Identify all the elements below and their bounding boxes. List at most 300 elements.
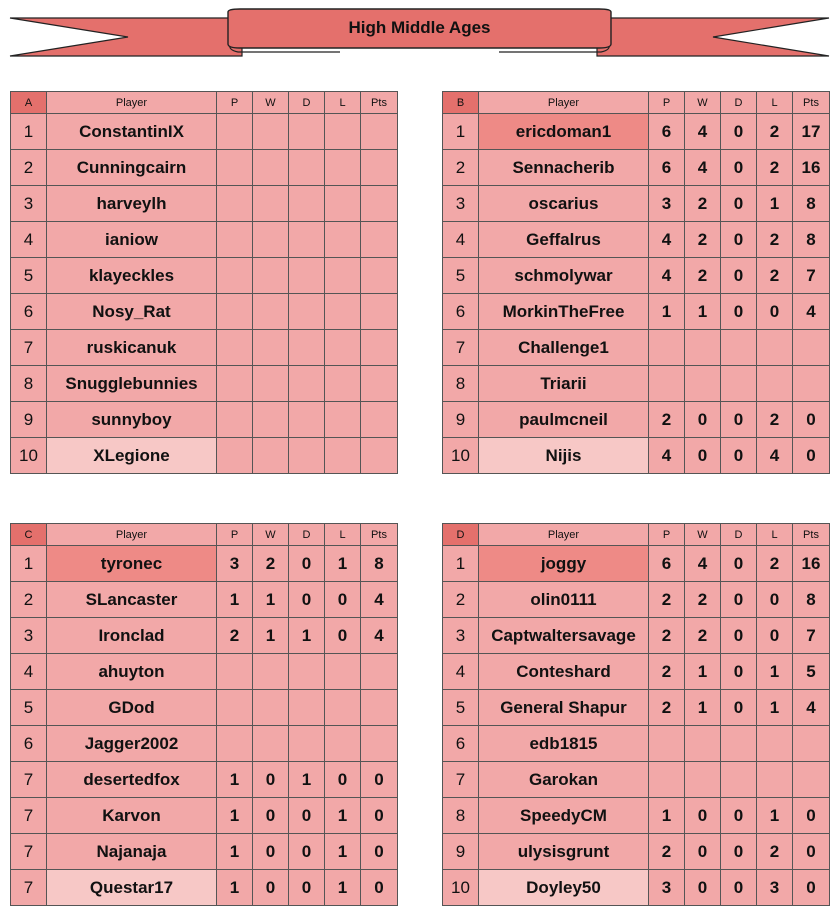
stat-cell-w: 4: [685, 114, 721, 150]
table-row: [443, 222, 830, 258]
page-title: High Middle Ages: [348, 18, 491, 37]
column-header-l: L: [757, 92, 793, 114]
stat-cell-d: 0: [721, 582, 757, 618]
stat-cell-w: 2: [685, 186, 721, 222]
stat-cell-d: 0: [721, 294, 757, 330]
stat-cell-pts: [793, 366, 830, 402]
stat-cell-w: [253, 186, 289, 222]
stat-cell-l: 1: [757, 690, 793, 726]
stat-cell-w: 4: [685, 150, 721, 186]
rank-cell: 1: [11, 546, 47, 582]
player-name-cell: Karvon: [47, 798, 217, 834]
stat-cell-d: 0: [721, 834, 757, 870]
stat-cell-l: [325, 690, 361, 726]
stat-cell-p: 4: [649, 258, 685, 294]
stat-cell-pts: 8: [793, 186, 830, 222]
player-name-cell: Geffalrus: [479, 222, 649, 258]
stat-cell-p: 2: [649, 834, 685, 870]
stat-cell-p: [649, 330, 685, 366]
stat-cell-p: 3: [217, 546, 253, 582]
stat-cell-w: 1: [685, 690, 721, 726]
rank-cell: 10: [443, 870, 479, 906]
stat-cell-pts: 4: [793, 294, 830, 330]
player-name-cell: klayeckles: [47, 258, 217, 294]
table-row: [11, 582, 398, 618]
stat-cell-l: [757, 366, 793, 402]
stat-cell-d: 0: [721, 654, 757, 690]
table-row: [11, 438, 398, 474]
rank-cell: 1: [443, 546, 479, 582]
player-name-cell: ConstantinIX: [47, 114, 217, 150]
rank-cell: 9: [11, 402, 47, 438]
stat-cell-l: [325, 330, 361, 366]
player-name-cell: ahuyton: [47, 654, 217, 690]
stat-cell-p: 2: [649, 618, 685, 654]
column-header-l: L: [325, 524, 361, 546]
stat-cell-w: [253, 258, 289, 294]
rank-cell: 9: [443, 834, 479, 870]
stat-cell-w: [253, 438, 289, 474]
stat-cell-l: 2: [757, 114, 793, 150]
rank-cell: 1: [443, 114, 479, 150]
stat-cell-pts: 8: [361, 546, 398, 582]
stat-cell-d: 0: [721, 258, 757, 294]
stat-cell-p: 1: [217, 834, 253, 870]
rank-cell: 3: [443, 186, 479, 222]
stat-cell-w: [253, 330, 289, 366]
stat-cell-d: [289, 222, 325, 258]
stat-cell-w: 1: [253, 618, 289, 654]
table-row: [11, 114, 398, 150]
column-header-d: D: [721, 524, 757, 546]
table-row: [443, 726, 830, 762]
rank-cell: 7: [11, 834, 47, 870]
stat-cell-p: [649, 726, 685, 762]
player-name-cell: Challenge1: [479, 330, 649, 366]
stat-cell-l: 0: [325, 762, 361, 798]
column-header-pts: Pts: [793, 524, 830, 546]
stat-cell-pts: 0: [793, 402, 830, 438]
group-label: A: [11, 92, 47, 114]
rank-cell: 4: [11, 222, 47, 258]
stat-cell-p: 4: [649, 222, 685, 258]
player-name-cell: Snugglebunnies: [47, 366, 217, 402]
column-header-p: P: [649, 92, 685, 114]
player-name-cell: Captwaltersavage: [479, 618, 649, 654]
stat-cell-p: 1: [649, 798, 685, 834]
stat-cell-p: [217, 438, 253, 474]
stat-cell-pts: [361, 330, 398, 366]
rank-cell: 4: [11, 654, 47, 690]
stat-cell-d: 0: [289, 834, 325, 870]
column-header-pts: Pts: [793, 92, 830, 114]
stat-cell-d: [289, 186, 325, 222]
stat-cell-p: 2: [649, 582, 685, 618]
header-row: [11, 92, 398, 114]
stat-cell-l: 2: [757, 834, 793, 870]
player-name-cell: Sennacherib: [479, 150, 649, 186]
rank-cell: 5: [443, 690, 479, 726]
column-header-w: W: [685, 524, 721, 546]
player-name-cell: olin0111: [479, 582, 649, 618]
stat-cell-p: 1: [649, 294, 685, 330]
table-row: [11, 870, 398, 906]
player-name-cell: Jagger2002: [47, 726, 217, 762]
stat-cell-pts: [793, 726, 830, 762]
rank-cell: 2: [11, 150, 47, 186]
stat-cell-pts: 16: [793, 150, 830, 186]
table-row: [11, 762, 398, 798]
stat-cell-w: 2: [253, 546, 289, 582]
stat-cell-p: 6: [649, 150, 685, 186]
stat-cell-l: [757, 762, 793, 798]
rank-cell: 5: [443, 258, 479, 294]
stat-cell-w: 0: [253, 798, 289, 834]
stat-cell-l: 2: [757, 258, 793, 294]
stat-cell-l: [757, 726, 793, 762]
group-label: D: [443, 524, 479, 546]
stat-cell-d: [289, 654, 325, 690]
stat-cell-p: [217, 726, 253, 762]
table-row: [443, 798, 830, 834]
stat-cell-pts: [361, 366, 398, 402]
stat-cell-p: [217, 294, 253, 330]
rank-cell: 7: [11, 798, 47, 834]
stat-cell-w: 2: [685, 258, 721, 294]
group-table-c: [10, 523, 398, 906]
rank-cell: 8: [11, 366, 47, 402]
stat-cell-d: 0: [289, 798, 325, 834]
table-row: [11, 222, 398, 258]
column-header-l: L: [325, 92, 361, 114]
rank-cell: 7: [11, 762, 47, 798]
stat-cell-pts: [361, 690, 398, 726]
player-name-cell: schmolywar: [479, 258, 649, 294]
player-name-cell: Triarii: [479, 366, 649, 402]
stat-cell-d: [289, 726, 325, 762]
table-row: [11, 690, 398, 726]
stat-cell-pts: 0: [793, 870, 830, 906]
player-name-cell: Doyley50: [479, 870, 649, 906]
stat-cell-d: [289, 690, 325, 726]
stat-cell-l: 1: [757, 654, 793, 690]
rank-cell: 2: [443, 150, 479, 186]
stat-cell-w: 0: [685, 402, 721, 438]
player-name-cell: ulysisgrunt: [479, 834, 649, 870]
stat-cell-w: 1: [685, 654, 721, 690]
rank-cell: 8: [443, 366, 479, 402]
rank-cell: 6: [11, 726, 47, 762]
rank-cell: 1: [11, 114, 47, 150]
stat-cell-pts: 0: [793, 438, 830, 474]
stat-cell-l: 0: [757, 618, 793, 654]
stat-cell-w: [253, 294, 289, 330]
table-row: [443, 654, 830, 690]
stat-cell-pts: 16: [793, 546, 830, 582]
stat-cell-d: 0: [721, 546, 757, 582]
stat-cell-l: [325, 654, 361, 690]
stat-cell-l: [325, 294, 361, 330]
rank-cell: 7: [11, 870, 47, 906]
stat-cell-pts: 0: [793, 798, 830, 834]
column-header-player: Player: [479, 92, 649, 114]
stat-cell-d: [289, 114, 325, 150]
stat-cell-pts: 0: [361, 798, 398, 834]
table-row: [443, 366, 830, 402]
stat-cell-w: 2: [685, 582, 721, 618]
table-row: [11, 366, 398, 402]
stat-cell-p: 3: [649, 870, 685, 906]
player-name-cell: ruskicanuk: [47, 330, 217, 366]
stat-cell-p: 1: [217, 798, 253, 834]
rank-cell: 6: [443, 726, 479, 762]
stat-cell-w: [685, 330, 721, 366]
table-row: [11, 618, 398, 654]
rank-cell: 2: [443, 582, 479, 618]
stat-cell-d: 1: [289, 618, 325, 654]
player-name-cell: General Shapur: [479, 690, 649, 726]
table-row: [443, 438, 830, 474]
stat-cell-l: [757, 330, 793, 366]
stat-cell-p: 6: [649, 546, 685, 582]
stat-cell-pts: 4: [361, 618, 398, 654]
stat-cell-pts: [361, 654, 398, 690]
header-row: [443, 524, 830, 546]
stat-cell-pts: 8: [793, 222, 830, 258]
title-banner: [0, 0, 839, 62]
stat-cell-d: [289, 366, 325, 402]
player-name-cell: Nosy_Rat: [47, 294, 217, 330]
column-header-w: W: [253, 92, 289, 114]
table-row: [443, 294, 830, 330]
player-name-cell: ianiow: [47, 222, 217, 258]
player-name-cell: desertedfox: [47, 762, 217, 798]
stat-cell-w: 1: [253, 582, 289, 618]
stat-cell-w: 0: [685, 870, 721, 906]
stat-cell-p: 2: [649, 690, 685, 726]
column-header-w: W: [685, 92, 721, 114]
stat-cell-d: 0: [289, 870, 325, 906]
column-header-d: D: [721, 92, 757, 114]
stat-cell-w: 0: [685, 834, 721, 870]
stat-cell-l: 1: [757, 186, 793, 222]
player-name-cell: Garokan: [479, 762, 649, 798]
stat-cell-pts: 0: [361, 762, 398, 798]
rank-cell: 9: [443, 402, 479, 438]
table-row: [443, 114, 830, 150]
table-row: [11, 402, 398, 438]
stat-cell-pts: 0: [793, 834, 830, 870]
group-table-b: [442, 91, 830, 474]
stat-cell-w: 4: [685, 546, 721, 582]
stat-cell-l: 1: [325, 834, 361, 870]
player-name-cell: Nijis: [479, 438, 649, 474]
rank-cell: 6: [11, 294, 47, 330]
stat-cell-pts: [361, 402, 398, 438]
stat-cell-d: 0: [721, 798, 757, 834]
stat-cell-d: [289, 438, 325, 474]
stat-cell-d: 0: [721, 690, 757, 726]
stat-cell-pts: 4: [793, 690, 830, 726]
table-row: [443, 762, 830, 798]
stat-cell-p: [217, 654, 253, 690]
stat-cell-p: [217, 330, 253, 366]
stat-cell-p: [217, 186, 253, 222]
column-header-p: P: [649, 524, 685, 546]
stat-cell-d: [289, 330, 325, 366]
stat-cell-l: 2: [757, 222, 793, 258]
header-row: [11, 524, 398, 546]
stat-cell-d: [289, 294, 325, 330]
stat-cell-w: 2: [685, 222, 721, 258]
stat-cell-w: 0: [685, 798, 721, 834]
rank-cell: 10: [443, 438, 479, 474]
stat-cell-l: 1: [325, 870, 361, 906]
table-row: [11, 258, 398, 294]
stat-cell-p: 1: [217, 870, 253, 906]
stat-cell-p: [217, 366, 253, 402]
group-table-d: [442, 523, 830, 906]
stat-cell-p: [217, 222, 253, 258]
rank-cell: 8: [443, 798, 479, 834]
table-row: [11, 330, 398, 366]
stat-cell-w: [685, 762, 721, 798]
stat-cell-w: 2: [685, 618, 721, 654]
rank-cell: 3: [443, 618, 479, 654]
stat-cell-pts: [793, 330, 830, 366]
table-row: [11, 546, 398, 582]
stat-cell-w: 1: [685, 294, 721, 330]
stat-cell-l: 0: [757, 294, 793, 330]
player-name-cell: joggy: [479, 546, 649, 582]
player-name-cell: tyronec: [47, 546, 217, 582]
player-name-cell: GDod: [47, 690, 217, 726]
stat-cell-w: 0: [685, 438, 721, 474]
stat-cell-pts: [361, 114, 398, 150]
stat-cell-w: 0: [253, 762, 289, 798]
stat-cell-l: [325, 402, 361, 438]
player-name-cell: paulmcneil: [479, 402, 649, 438]
stat-cell-d: [721, 762, 757, 798]
table-row: [443, 150, 830, 186]
table-row: [443, 258, 830, 294]
stat-cell-l: 3: [757, 870, 793, 906]
rank-cell: 2: [11, 582, 47, 618]
stat-cell-l: [325, 222, 361, 258]
player-name-cell: Cunningcairn: [47, 150, 217, 186]
stat-cell-d: 0: [721, 870, 757, 906]
column-header-player: Player: [47, 92, 217, 114]
stat-cell-p: 3: [649, 186, 685, 222]
table-row: [11, 654, 398, 690]
stat-cell-w: [685, 726, 721, 762]
table-row: [443, 186, 830, 222]
stat-cell-l: 2: [757, 402, 793, 438]
stat-cell-l: [325, 114, 361, 150]
stat-cell-pts: 4: [361, 582, 398, 618]
player-name-cell: Questar17: [47, 870, 217, 906]
stat-cell-d: 1: [289, 762, 325, 798]
rank-cell: 7: [11, 330, 47, 366]
stat-cell-d: 0: [721, 402, 757, 438]
stat-cell-d: [721, 726, 757, 762]
column-header-player: Player: [479, 524, 649, 546]
stat-cell-w: [253, 726, 289, 762]
group-label: C: [11, 524, 47, 546]
stat-cell-pts: [793, 762, 830, 798]
table-row: [443, 870, 830, 906]
stat-cell-l: 1: [757, 798, 793, 834]
column-header-w: W: [253, 524, 289, 546]
stat-cell-d: [289, 258, 325, 294]
stat-cell-d: 0: [721, 114, 757, 150]
stat-cell-d: [721, 330, 757, 366]
stat-cell-p: [217, 402, 253, 438]
table-row: [443, 582, 830, 618]
player-name-cell: Najanaja: [47, 834, 217, 870]
table-row: [11, 186, 398, 222]
stat-cell-pts: [361, 222, 398, 258]
header-row: [443, 92, 830, 114]
stat-cell-d: [289, 402, 325, 438]
rank-cell: 5: [11, 690, 47, 726]
rank-cell: 4: [443, 654, 479, 690]
rank-cell: 5: [11, 258, 47, 294]
banner-left-tail: [10, 18, 242, 56]
table-row: [443, 618, 830, 654]
player-name-cell: SLancaster: [47, 582, 217, 618]
stat-cell-l: [325, 258, 361, 294]
player-name-cell: Ironclad: [47, 618, 217, 654]
stat-cell-w: [253, 222, 289, 258]
stat-cell-l: [325, 366, 361, 402]
stat-cell-d: [721, 366, 757, 402]
stat-cell-d: 0: [289, 582, 325, 618]
table-row: [11, 294, 398, 330]
column-header-pts: Pts: [361, 524, 398, 546]
stat-cell-l: 2: [757, 150, 793, 186]
stat-cell-p: 6: [649, 114, 685, 150]
stat-cell-w: [253, 114, 289, 150]
table-row: [443, 834, 830, 870]
stat-cell-d: 0: [721, 618, 757, 654]
stat-cell-w: [253, 402, 289, 438]
stat-cell-pts: 0: [361, 870, 398, 906]
stat-cell-d: 0: [721, 186, 757, 222]
player-name-cell: ericdoman1: [479, 114, 649, 150]
stat-cell-d: 0: [289, 546, 325, 582]
column-header-pts: Pts: [361, 92, 398, 114]
stat-cell-p: [649, 762, 685, 798]
stat-cell-p: 4: [649, 438, 685, 474]
player-name-cell: edb1815: [479, 726, 649, 762]
table-row: [443, 402, 830, 438]
group-label: B: [443, 92, 479, 114]
stat-cell-p: [649, 366, 685, 402]
stat-cell-w: [253, 150, 289, 186]
player-name-cell: MorkinTheFree: [479, 294, 649, 330]
stat-cell-p: 1: [217, 582, 253, 618]
table-row: [11, 150, 398, 186]
stat-cell-pts: 7: [793, 258, 830, 294]
stat-cell-pts: [361, 438, 398, 474]
stat-cell-d: 0: [721, 222, 757, 258]
stat-cell-p: 2: [649, 402, 685, 438]
rank-cell: 3: [11, 618, 47, 654]
stat-cell-l: 0: [325, 582, 361, 618]
stat-cell-pts: [361, 150, 398, 186]
stat-cell-l: 0: [325, 618, 361, 654]
